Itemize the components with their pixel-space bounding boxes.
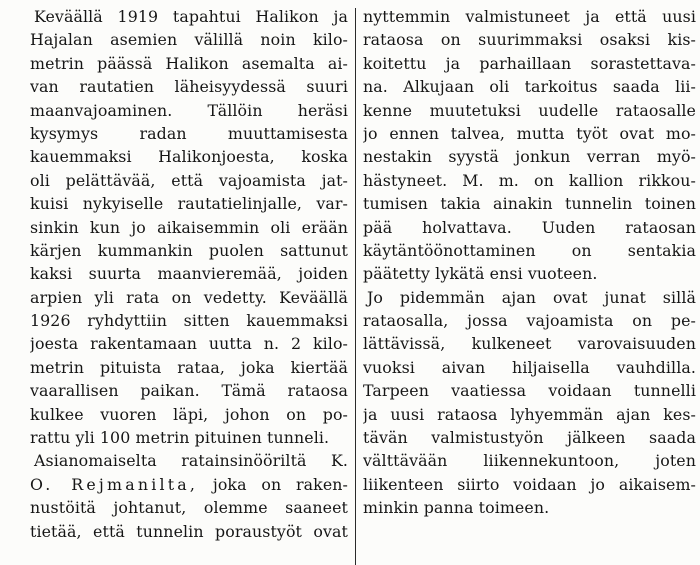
spaced-name: O. Rejmanilta,: [30, 474, 199, 494]
left-text-column: [30, 5, 348, 543]
text-line: kysymys radan muuttamisesta: [30, 123, 348, 143]
text-line: kulkee vuoren läpi, johon on po-: [30, 404, 348, 424]
text-line: liikenteen siirto voidaan jo aikaisem-: [363, 474, 696, 494]
text-line: kärjen kummankin puolen sattunut: [30, 240, 348, 260]
text-line: Jo pidemmän ajan ovat junat sillä: [367, 287, 696, 307]
text-line: lättävissä, kulkeneet varovaisuuden: [363, 334, 696, 354]
text-line: nyttemmin valmistuneet ja että uusi: [363, 7, 696, 26]
text-line: jo ennen talvea, mutta työt ovat mo-: [363, 123, 696, 143]
text-line: käytäntöönottaminen on sentakia: [363, 240, 696, 260]
text-line: 1926 ryhdyttiin sitten kauemmaksi: [30, 311, 348, 331]
text-line: van rautatien läheisyydessä suuri: [30, 77, 348, 97]
text-line: nustöitä johtanut, olemme saaneet: [30, 498, 348, 518]
text-line: koitettu ja parhaillaan sorastettava-: [363, 53, 696, 73]
text-line: na. Alkujaan oli tarkoitus saada lii-: [363, 77, 696, 97]
text-line: rataosa on suurimmaksi osaksi kis-: [363, 30, 696, 50]
text-line: rataosalla, jossa vajoamista on pe-: [363, 311, 696, 331]
text-line: metrin päässä Halikon asemalta ai-: [30, 53, 348, 73]
right-text-column: [363, 5, 696, 520]
text-line: [30, 473, 348, 496]
text-line: tietää, että tunnelin poraustyöt ovat: [30, 521, 348, 541]
text-line: joesta rakentamaan uutta n. 2 kilo-: [30, 334, 348, 354]
text-line: vaarallisen paikan. Tämä rataosa: [30, 381, 348, 401]
text-line: maanvajoaminen. Tällöin heräsi: [30, 100, 348, 120]
text-line: tävän valmistustyön jälkeen saada: [363, 428, 696, 448]
text-line: metrin pituista rataa, joka kiertää: [30, 357, 348, 377]
text-line: nestakin syystä jonkun verran myö-: [363, 147, 696, 167]
text-line: Asianomaiselta ratainsinööriltä K.: [34, 451, 348, 471]
text-line: Hajalan asemien välillä noin kilo-: [30, 30, 348, 50]
text-line: minkin panna toimeen.: [363, 498, 550, 518]
text-line: kenne muutetuksi uudelle rataosalle: [363, 100, 696, 120]
text-line: vuoksi aivan hiljaisella vauhdilla.: [363, 357, 696, 377]
text-line: tumisen takia ainakin tunnelin toinen: [363, 194, 696, 214]
text-line: oli pelättävää, että vajoamista jat-: [30, 170, 348, 190]
column-divider: [355, 8, 356, 565]
text-line: kauemmaksi Halikonjoesta, koska: [30, 147, 348, 167]
text-line: kaksi suurta maanvieremää, joiden: [30, 264, 348, 284]
text-line: ja uusi rataosa lyhyemmän ajan kes-: [363, 404, 696, 424]
text-line: Tarpeen vaatiessa voidaan tunnelli: [363, 381, 696, 401]
text-line: Keväällä 1919 tapahtui Halikon ja: [34, 7, 348, 26]
text-line: rattu yli 100 metrin pituinen tunneli.: [30, 428, 330, 448]
text-line: kuisi nykyiselle rautatielinjalle, var-: [30, 194, 348, 214]
text-line: arpien yli rata on vedetty. Keväällä: [30, 287, 348, 307]
text-line: päätetty lykätä ensi vuoteen.: [363, 264, 598, 284]
text-line: pää holvattava. Uuden rataosan: [363, 217, 696, 237]
text-line: hästyneet. M. m. on kallion rikkou-: [363, 170, 696, 190]
line-rest: joka on raken-: [198, 474, 348, 494]
text-line: välttävään liikennekuntoon, joten: [363, 451, 696, 471]
text-line: sinkin kun jo aikaisemmin oli erään: [30, 217, 348, 237]
